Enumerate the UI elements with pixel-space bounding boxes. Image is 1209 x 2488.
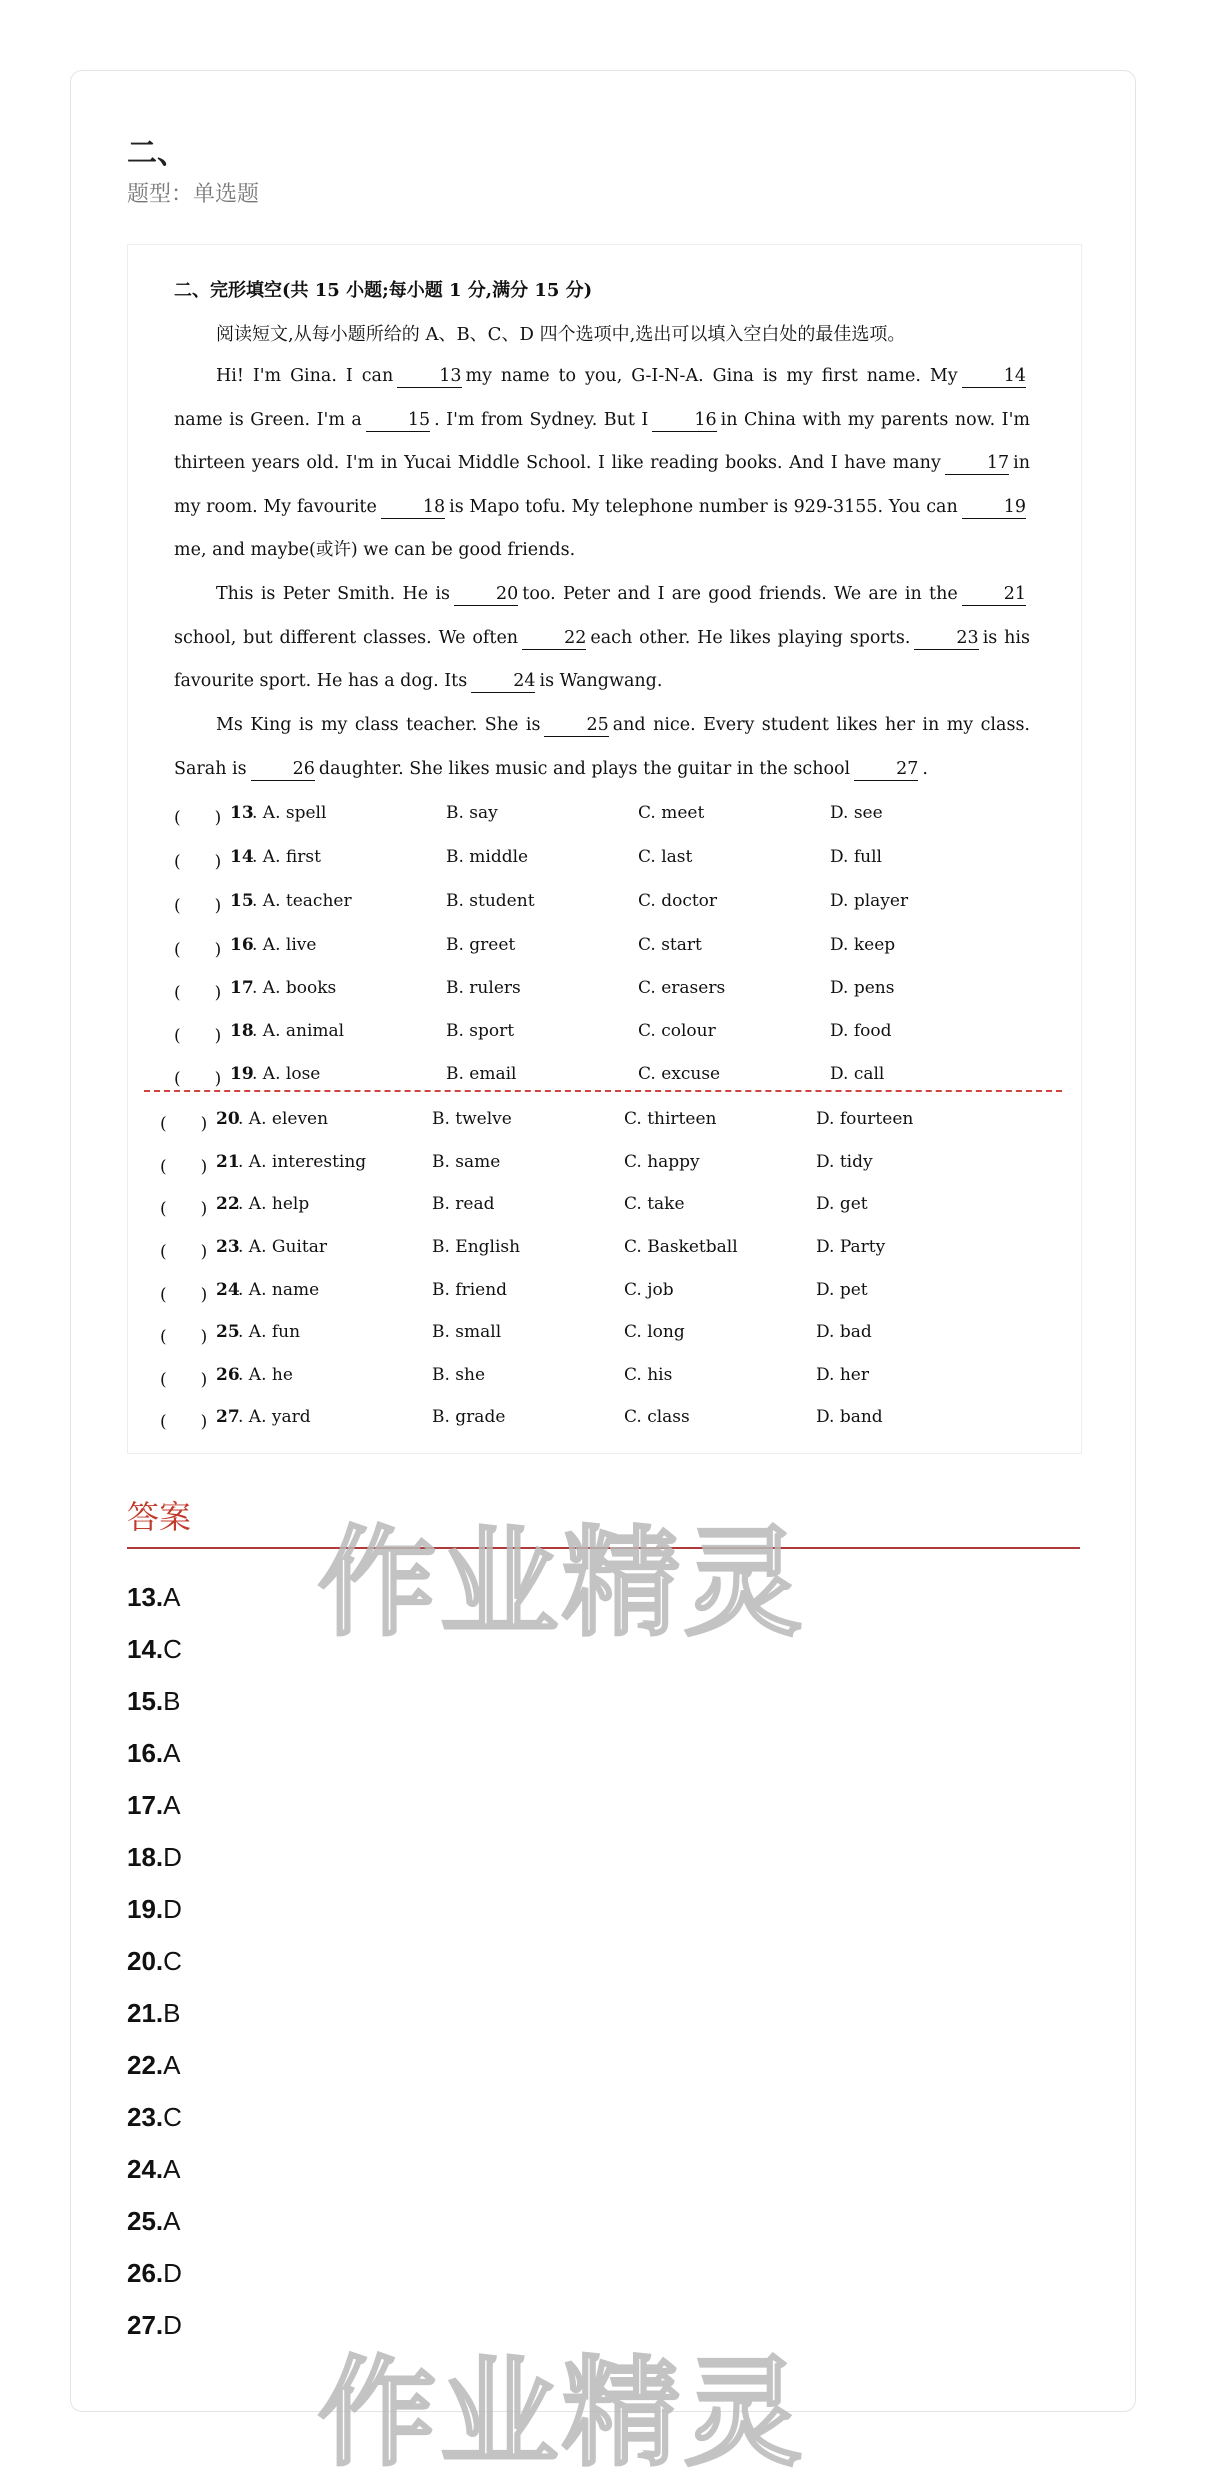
passage-paragraph-3: Ms King is my class teacher. She is 25 and nice. Every student likes her in my class. Sarah is 26 daughter. She likes music and plays the guitar in the school 27 . <box>174 715 1030 779</box>
answer-item: 13.A <box>127 1582 181 1612</box>
blank-21: 21 <box>962 583 1026 606</box>
answer-item: 22.A <box>127 2050 181 2080</box>
passage-paragraph-2: This is Peter Smith. He is 20 too. Peter and I are good friends. We are in the 21school, but different classes. We often 22 each other. He likes playing sports. 23 is his favourite sport. He has a dog. Its 24 is Wangwang. <box>174 584 1031 691</box>
answer-item: 25.A <box>127 2206 181 2236</box>
answer-item: 21.B <box>127 1998 181 2028</box>
blank-17: 17 <box>945 452 1009 475</box>
answer-title: 答案 <box>127 1498 192 1536</box>
answer-item: 19.D <box>127 1894 182 1924</box>
blank-23: 23 <box>914 627 978 650</box>
blank-25: 25 <box>544 714 608 737</box>
blank-27: 27 <box>854 758 918 781</box>
question-heading: 二、完形填空(共 15 小题;每小题 1 分,满分 15 分) <box>174 280 593 301</box>
blank-15: 15 <box>366 409 430 432</box>
answer-item: 16.A <box>127 1738 181 1768</box>
answer-item: 27.D <box>127 2310 182 2340</box>
answer-item: 15.B <box>127 1686 181 1716</box>
answer-item: 14.C <box>127 1634 182 1664</box>
answer-item: 17.A <box>127 1790 181 1820</box>
blank-18: 18 <box>381 496 445 519</box>
blank-24: 24 <box>471 670 535 693</box>
blank-22: 22 <box>522 627 586 650</box>
watermark-logo: 作业精灵 <box>318 2344 807 2482</box>
passage-paragraph-1: Hi! I'm Gina. I can 13 my name to you, G-I-N-A. Gina is my first name. My 14name is Green. I'm a 15 . I'm from Sydney. But I 16 in China with my parents now. I'm thirteen years old. I'm in Yucai Middle School. I like reading books. And I have many 17 in my room. My favourite 18 is Mapo tofu. My telephone number is 929-3155. You can 19me, and maybe(或许) we can be good friends. <box>174 366 1030 560</box>
watermark-logo: 作业精灵 <box>318 1514 807 1652</box>
blank-19: 19 <box>962 496 1026 519</box>
answer-item: 26.D <box>127 2258 182 2288</box>
blank-16: 16 <box>652 409 716 432</box>
blank-20: 20 <box>454 583 518 606</box>
answer-item: 24.A <box>127 2154 181 2184</box>
question-instructions: 阅读短文,从每小题所给的 A、B、C、D 四个选项中,选出可以填入空白处的最佳选项。 <box>216 324 906 345</box>
answer-item: 20.C <box>127 1946 182 1976</box>
page-split-dashed-line <box>144 1090 1062 1092</box>
section-title: 二、 <box>127 136 187 171</box>
answer-item: 23.C <box>127 2102 182 2132</box>
blank-26: 26 <box>251 758 315 781</box>
blank-13: 13 <box>397 365 461 388</box>
question-type: 题型：单选题 <box>127 182 260 207</box>
answer-item: 18.D <box>127 1842 182 1872</box>
blank-14: 14 <box>962 365 1026 388</box>
